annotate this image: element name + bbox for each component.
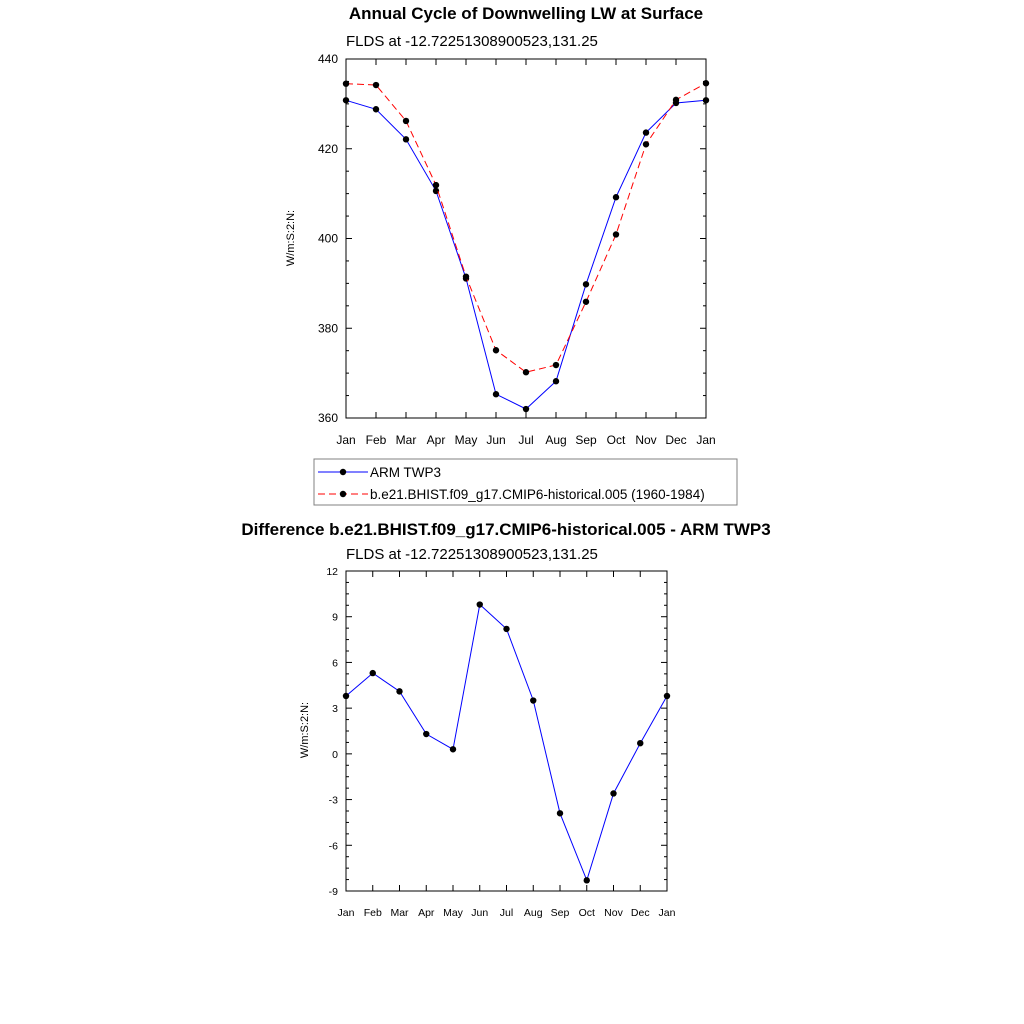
chart2-y-tick-label: -9 (328, 886, 338, 898)
chart2-y-tick-label: 0 (332, 748, 338, 761)
chart1-x-tick-label: Dec (665, 433, 687, 447)
chart2-x-tick-label: Jan (658, 907, 676, 919)
chart1-x-tick-label: Sep (575, 433, 597, 447)
chart2-y-tick-label: -3 (328, 794, 338, 807)
chart1-series-2-point (673, 97, 679, 103)
chart2-series-1-point (610, 790, 616, 796)
chart1-series-1-line (346, 100, 706, 409)
chart1-x-tick-label: Jan (336, 433, 356, 447)
chart2-series-1-point (584, 877, 590, 883)
chart2-series-1-point (477, 601, 483, 607)
chart1-x-tick-label: May (454, 433, 478, 447)
legend-marker-series2 (340, 491, 346, 497)
chart2-x-tick-label: Feb (363, 907, 382, 919)
chart2-y-axis-label: W/m:S:2:N: (299, 701, 311, 759)
chart1-series-1-point (553, 378, 559, 384)
chart2-x-tick-label: Aug (523, 907, 543, 919)
legend-marker-series1 (340, 469, 346, 475)
chart2-series-1-point (530, 697, 536, 703)
chart2-x-tick-label: Oct (578, 907, 595, 919)
chart2-series-1-point (637, 740, 643, 746)
chart1-y-tick-label: 380 (317, 321, 338, 336)
chart2-x-tick-label: Mar (390, 907, 409, 919)
chart1-x-tick-label: Jun (486, 433, 506, 447)
chart2-x-tick-label: Jun (471, 907, 489, 919)
chart1-series-1-point (583, 281, 589, 287)
chart2-series-1-line (346, 605, 667, 881)
chart1-series-1-point (613, 194, 619, 200)
legend-label-series1: ARM TWP3 (370, 465, 442, 480)
chart1-series-2-point (553, 362, 559, 368)
chart2-series-1-point (557, 810, 563, 816)
chart1-series-1-point (493, 391, 499, 397)
chart2-x-tick-label: Jan (337, 907, 355, 919)
chart2-series-1-point (396, 688, 402, 694)
chart1-subtitle: FLDS at -12.72251308900523,131.25 (346, 33, 598, 50)
chart1-x-tick-label: Feb (365, 433, 387, 447)
chart1-frame (346, 59, 706, 418)
chart1-plot-area (318, 52, 716, 447)
chart2-title: Difference b.e21.BHIST.f09_g17.CMIP6-historical.005 - ARM TWP3 (241, 520, 771, 539)
chart1-series-1-point (643, 129, 649, 135)
chart1-series-2-point (643, 141, 649, 147)
chart1-series-2-point (523, 369, 529, 375)
chart1-series-1-point (703, 97, 709, 103)
chart2-y-tick-label: 12 (326, 566, 338, 578)
chart2-series-1-point (450, 746, 456, 752)
chart1-series-2-point (403, 118, 409, 124)
chart1-title: Annual Cycle of Downwelling LW at Surface (348, 4, 704, 23)
chart2-y-tick-label: 6 (332, 657, 338, 670)
chart1-series-1-point (373, 106, 379, 112)
chart1-series-1-point (403, 136, 409, 142)
chart2-x-tick-label: Nov (604, 907, 623, 919)
chart2-frame (346, 571, 667, 891)
chart2-plot-area (326, 566, 675, 919)
chart1-y-tick-label: 420 (317, 141, 338, 156)
chart1-series-2-point (583, 299, 589, 305)
chart1-series-1-point (343, 97, 349, 103)
chart2-series-1-point (423, 731, 429, 737)
chart1-series-2-point (343, 80, 349, 86)
chart1-x-tick-label: Jul (518, 433, 534, 447)
chart2-x-tick-label: Sep (550, 907, 570, 919)
chart1-x-tick-label: Apr (426, 433, 446, 447)
chart1-y-tick-label: 360 (317, 411, 338, 425)
chart2-x-tick-label: Dec (630, 907, 650, 919)
chart1-x-tick-label: Oct (606, 433, 626, 447)
chart2-series-1-point (370, 670, 376, 676)
chart1-series-1-point (523, 406, 529, 412)
chart1-y-tick-label: 440 (317, 52, 338, 66)
chart1-y-tick-label: 400 (317, 231, 338, 246)
chart2-y-tick-label: -6 (328, 840, 338, 853)
chart1-series-2-point (493, 347, 499, 353)
chart1-series-2-point (703, 80, 709, 86)
chart2-series-1-point (664, 693, 670, 699)
chart1-x-tick-label: Nov (635, 433, 657, 447)
chart2-x-tick-label: Jul (499, 907, 514, 919)
chart1-legend (314, 459, 737, 505)
chart2-subtitle: FLDS at -12.72251308900523,131.25 (346, 546, 598, 563)
chart1-series-2-point (373, 82, 379, 88)
chart2-y-tick-label: 9 (332, 611, 338, 624)
chart1-x-tick-label: Aug (545, 433, 567, 447)
legend-label-series2: b.e21.BHIST.f09_g17.CMIP6-historical.005 (1960-1984) (370, 487, 705, 502)
chart1-series-2-point (613, 231, 619, 237)
chart2-y-tick-label: 3 (332, 703, 338, 716)
chart1-y-axis-label: W/m:S:2:N: (285, 209, 297, 267)
chart2-series-1-point (343, 693, 349, 699)
chart2-series-1-point (503, 626, 509, 632)
chart2-x-tick-label: May (443, 907, 463, 919)
chart1-series-2-point (433, 182, 439, 188)
chart1-series-2-point (463, 273, 469, 279)
chart1-x-tick-label: Mar (395, 433, 417, 447)
chart1-x-tick-label: Jan (696, 433, 716, 447)
chart2-x-tick-label: Apr (418, 907, 435, 919)
